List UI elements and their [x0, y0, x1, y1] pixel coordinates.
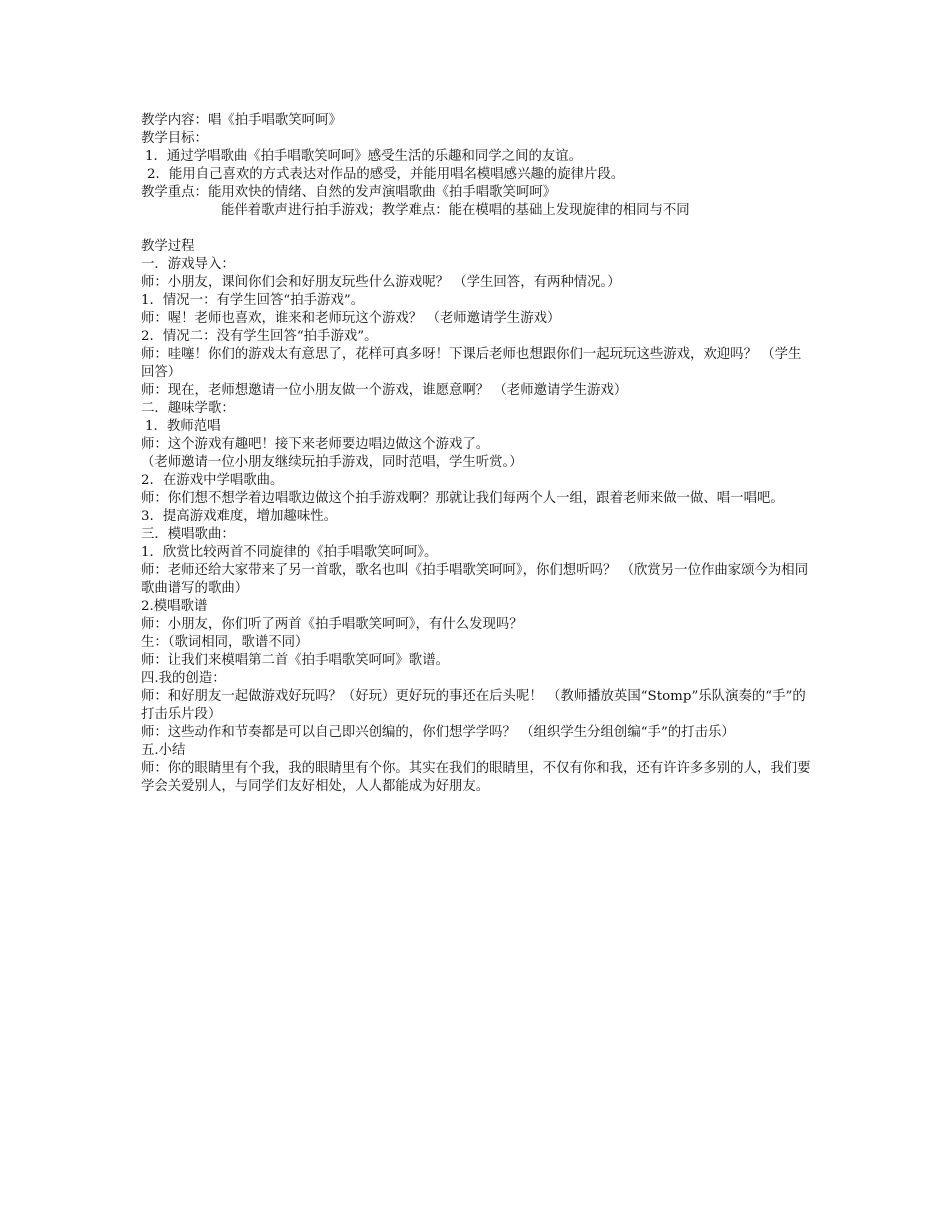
- paragraph: 师：小朋友，课间你们会和好朋友玩些什么游戏呢？ （学生回答，有两种情况。）: [141, 275, 621, 290]
- paragraph: 师：老师还给大家带来了另一首歌，歌名也叫《拍手唱歌笑呵呵》，你们想听吗？ （欣赏另一位作曲家颂今为相同歌曲谱写的歌曲）: [141, 563, 809, 596]
- teaching-content-line: 教学内容：唱《拍手唱歌笑呵呵》: [141, 113, 342, 128]
- paragraph: 1．情况一：有学生回答“拍手游戏”。: [141, 293, 365, 308]
- paragraph: 师：你的眼睛里有个我，我的眼睛里有个你。其实在我们的眼睛里，不仅有你和我，还有许许多多别的人，我们要学会关爱别人，与同学们友好相处，人人都能成为好朋友。: [141, 761, 811, 794]
- paragraph: 师：现在，老师想邀请一位小朋友做一个游戏，谁愿意啊？ （老师邀请学生游戏）: [141, 383, 628, 398]
- blank-line: [141, 220, 813, 238]
- paragraph: 2．在游戏中学唱歌曲。: [141, 473, 284, 488]
- paragraph: 1．欣赏比较两首不同旋律的《拍手唱歌笑呵呵》。: [141, 545, 438, 560]
- paragraph: 师：你们想不想学着边唱歌边做这个拍手游戏啊？那就让我们每两个人一组，跟着老师来做一做、唱一唱吧。: [141, 491, 784, 506]
- teaching-goals-heading: 教学目标：: [141, 131, 208, 146]
- section-heading-summary: 五.小结: [141, 743, 186, 758]
- teaching-key-points-line: 教学重点：能用欢快的情绪、自然的发声演唱歌曲《拍手唱歌笑呵呵》: [141, 185, 557, 200]
- section-heading-imitation-singing: 三．模唱歌曲：: [141, 527, 235, 542]
- paragraph: 师：和好朋友一起做游戏好玩吗？（好玩）更好玩的事还在后头呢！ （教师播放英国“Stomp”乐队演奏的“手”的打击乐片段）: [141, 689, 806, 722]
- paragraph: 师：哇噻！你们的游戏太有意思了，花样可真多呀！下课后老师也想跟你们一起玩玩这些游戏，欢迎吗？ （学生回答）: [141, 347, 802, 380]
- section-heading-fun-learning: 二．趣味学歌：: [141, 401, 235, 416]
- teaching-process-heading: 教学过程: [141, 239, 195, 254]
- paragraph: 2.模唱歌谱: [141, 599, 208, 614]
- goal-item-2: 2．能用自己喜欢的方式表达对作品的感受，并能用唱名模唱感兴趣的旋律片段。: [147, 167, 625, 182]
- paragraph: 师：让我们来模唱第二首《拍手唱歌笑呵呵》歌谱。: [141, 653, 449, 668]
- paragraph: 2．情况二：没有学生回答“拍手游戏”。: [141, 329, 378, 344]
- paragraph: （老师邀请一位小朋友继续玩拍手游戏，同时范唱，学生听赏。）: [141, 455, 523, 470]
- paragraph: 师：这个游戏有趣吧！接下来老师要边唱边做这个游戏了。: [141, 437, 490, 452]
- paragraph: 生：（歌词相同，歌谱不同）: [141, 635, 309, 650]
- paragraph: 3．提高游戏难度，增加趣味性。: [141, 509, 337, 524]
- paragraph: 师：小朋友，你们听了两首《拍手唱歌笑呵呵》，有什么发现吗？: [141, 617, 523, 632]
- section-heading-game-intro: 一．游戏导入：: [141, 257, 235, 272]
- paragraph: 1．教师范唱: [145, 419, 221, 434]
- paragraph: 师：这些动作和节奏都是可以自己即兴创编的，你们想学学吗？ （组织学生分组创编“手”的打击乐）: [141, 725, 735, 740]
- paragraph: 师：喔！老师也喜欢，谁来和老师玩这个游戏？ （老师邀请学生游戏）: [141, 311, 561, 326]
- section-heading-my-creation: 四.我的创造：: [141, 671, 226, 686]
- teaching-difficulty-line: 能伴着歌声进行拍手游戏；教学难点：能在模唱的基础上发现旋律的相同与不同: [221, 203, 690, 218]
- goal-item-1: 1．通过学唱歌曲《拍手唱歌笑呵呵》感受生活的乐趣和同学之间的友谊。: [145, 149, 583, 164]
- lesson-plan-text: [141, 112, 813, 796]
